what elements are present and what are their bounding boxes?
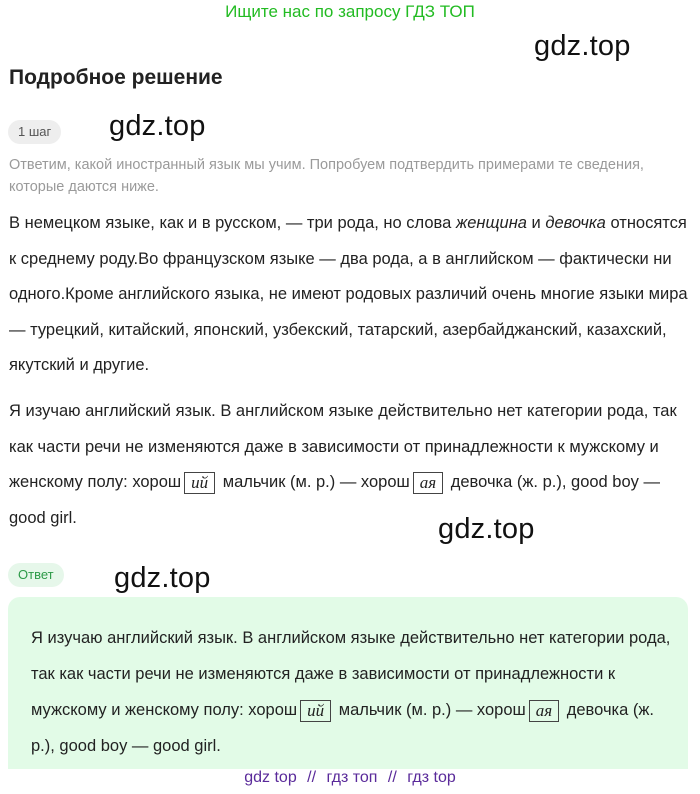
text-span: Я изучаю английский язык. В английском языке действительно нет категории рода, так как части речи не изменяются даже в зависимости от принадлежности к мужскому и женскому полу: хорош (9, 402, 677, 491)
answer-badge: Ответ (8, 563, 64, 587)
step-hint: Ответим, какой иностранный язык мы учим. Попробуем подтвердить примерами те сведения, которые даются ниже. (9, 157, 644, 195)
watermark: gdz.top (114, 562, 211, 594)
text-span: девочка (ж. р.), good boy — good girl. (9, 473, 660, 527)
footer-separator: // (387, 769, 397, 786)
text-span: Я изучаю английский язык. В английском языке действительно нет категории рода, так как части речи не изменяются даже в зависимости от принадлежности к мужскому и женскому полу: хорош (31, 629, 671, 719)
emphasis-word: женщина (455, 214, 527, 232)
watermark: gdz.top (109, 110, 206, 142)
text-span: мальчик (м. р.) — хорош (334, 701, 526, 719)
watermark: gdz.top (438, 513, 535, 545)
footer-link[interactable]: гдз топ (326, 769, 378, 786)
footer-link[interactable]: gdz top (244, 769, 297, 786)
text-span: относятся к среднему роду.Во французском языке — два рода, а в английском — фактически ни одного.Кроме английского языка, не имеют родовых различий очень многие языки мира — турецкий, китайский, японский, узбекский, татарский, азербайджанский, казахский, якутский и другие. (9, 214, 688, 374)
ending-box: ий (300, 700, 331, 722)
watermark: gdz.top (534, 30, 631, 62)
promo-banner: Ищите нас по запросу ГДЗ ТОП (225, 2, 475, 21)
solution-paragraph-2 (9, 394, 691, 536)
emphasis-word: девочка (545, 214, 606, 232)
answer-text (31, 620, 671, 764)
page-title: Подробное решение (9, 66, 223, 89)
footer-links (0, 769, 700, 787)
text-span: девочка (ж. р.), good boy — good girl. (31, 701, 655, 755)
ending-box: ая (529, 700, 559, 722)
text-span: мальчик (м. р.) — хорош (218, 473, 410, 491)
solution-paragraph-1 (9, 206, 691, 384)
ending-box: ий (184, 472, 215, 494)
footer-separator: // (307, 769, 317, 786)
text-span: В немецком языке, как и в русском, — три рода, но слова (9, 214, 456, 232)
step-badge: 1 шаг (8, 120, 61, 144)
ending-box: ая (413, 472, 443, 494)
text-span: и (526, 214, 546, 232)
footer-link[interactable]: гдз top (407, 769, 456, 786)
